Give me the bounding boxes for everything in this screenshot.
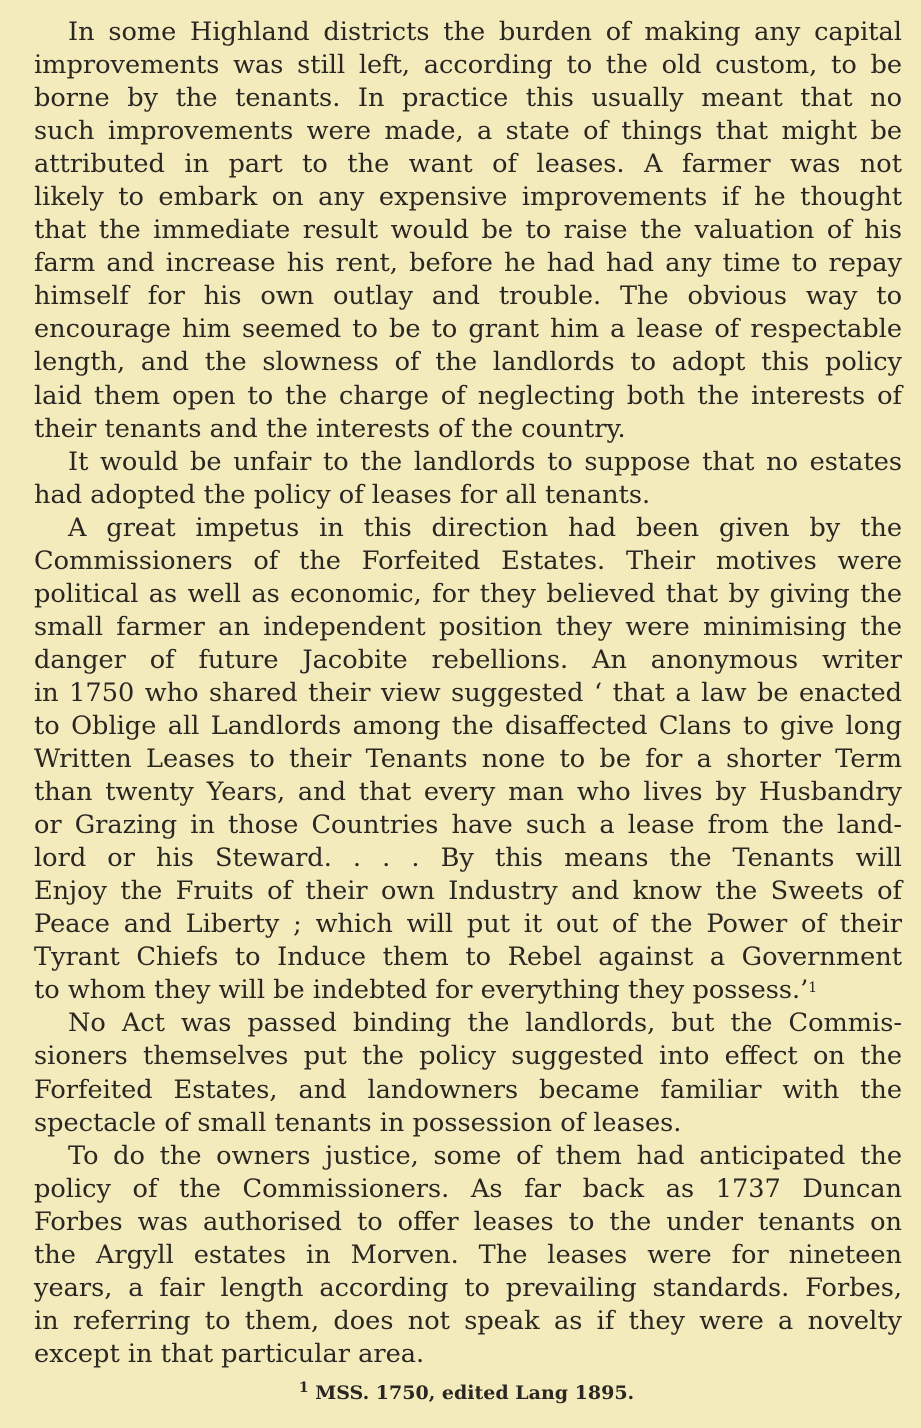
body-text: [34, 16, 902, 1371]
text-line: except in that particular area.: [34, 1338, 425, 1369]
text-line: or Grazing in those Countries have such a lease from the land-: [34, 810, 902, 841]
footnote: [0, 1382, 921, 1404]
text-line: such improvements were made, a state of things that might be: [34, 116, 902, 147]
text-line: had adopted the policy of leases for all tenants.: [34, 479, 651, 510]
text-line: encourage him seemed to be to grant him a lease of respectable: [34, 314, 902, 345]
text-line: A great impetus in this direction had been given by the: [68, 512, 902, 543]
text-line: laid them open to the charge of neglecting both the interests of: [34, 380, 902, 411]
text-line: small farmer an independent position they were minimising the: [34, 611, 902, 642]
text-line: Forfeited Estates, and landowners became familiar with the: [34, 1074, 902, 1105]
footnote-marker: 1: [298, 1380, 309, 1396]
footnote-text: MSS. 1750, edited Lang 1895.: [315, 1382, 635, 1404]
text-line: Forbes was authorised to offer leases to the under tenants on: [34, 1206, 902, 1237]
text-line: improvements was still left, according to the old custom, to be: [34, 50, 902, 81]
text-line: the Argyll estates in Morven. The leases were for nineteen: [34, 1239, 902, 1270]
text-line: than twenty Years, and that every man who lives by Husbandry: [34, 777, 902, 808]
text-line: years, a fair length according to prevailing standards. Forbes,: [34, 1272, 902, 1303]
text-line: danger of future Jacobite rebellions. An anonymous writer: [34, 644, 902, 675]
text-line: likely to embark on any expensive improvements if he thought: [34, 182, 902, 213]
text-line: Tyrant Chiefs to Induce them to Rebel against a Government: [34, 942, 902, 973]
text-line: spectacle of small tenants in possession of leases.: [34, 1107, 682, 1138]
text-line: himself for his own outlay and trouble. The obvious way to: [34, 281, 902, 312]
text-line: In some Highland districts the burden of making any capital: [68, 17, 902, 47]
footnote-reference: 1: [808, 980, 818, 997]
text-line: It would be unfair to the landlords to suppose that no estates: [68, 446, 902, 477]
text-line: lord or his Steward. . . . By this means the Tenants will: [34, 843, 902, 874]
text-line: their tenants and the interests of the country.: [34, 413, 626, 444]
text-line: in 1750 who shared their view suggested ‘ that a law be enacted: [34, 677, 902, 708]
text-line: Written Leases to their Tenants none to be for a shorter Term: [34, 744, 902, 775]
text-line: farm and increase his rent, before he had had any time to repay: [34, 248, 902, 279]
text-line: policy of the Commissioners. As far back as 1737 Duncan: [34, 1173, 902, 1204]
text-line: in referring to them, does not speak as if they were a novelty: [34, 1305, 902, 1336]
text-line: Enjoy the Fruits of their own Industry and know the Sweets of: [34, 876, 902, 907]
text-line: political as well as economic, for they believed that by giving the: [34, 578, 902, 609]
text-line: to Oblige all Landlords among the disaffected Clans to give long: [34, 710, 902, 741]
text-line: attributed in part to the want of leases. A farmer was not: [34, 149, 902, 180]
text-line: length, and the slowness of the landlords to adopt this policy: [34, 347, 902, 378]
text-line: that the immediate result would be to raise the valuation of his: [34, 215, 902, 246]
text-line: borne by the tenants. In practice this usually meant that no: [34, 83, 902, 114]
text-line: To do the owners justice, some of them had anticipated the: [68, 1140, 902, 1171]
text-line: Peace and Liberty ; which will put it out of the Power of their: [34, 909, 902, 940]
text-line: Commissioners of the Forfeited Estates. Their motives were: [34, 545, 902, 576]
text-line: No Act was passed binding the landlords, but the Commis-: [68, 1008, 902, 1039]
text-line: to whom they will be indebted for everything they possess.’: [34, 975, 809, 1006]
text-line: sioners themselves put the policy suggested into effect on the: [34, 1041, 902, 1072]
text-line-with-note: [34, 974, 902, 1007]
